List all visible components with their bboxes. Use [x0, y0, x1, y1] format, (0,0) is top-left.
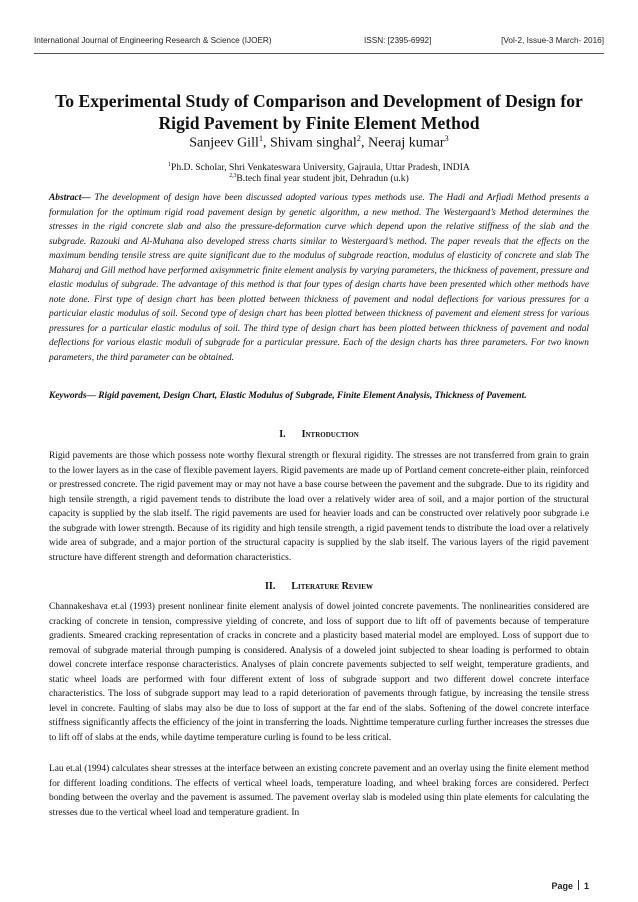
- abstract: [49, 191, 589, 366]
- page-number-footer: [551, 880, 589, 891]
- affiliation-sup: 2,3: [229, 173, 237, 179]
- literature-paragraph: Channakeshava et.al (1993) present nonlinear finite element analysis of dowel jointed concrete pavements. The nonlinearities considered are cracking of concrete in tension, compressive yielding of concrete, and loss of support due to lift off of pavements because of temperature gradients. Smeared cracking representation of cracks in concrete and a plasticity based material model are employed. Loss of support due to removal of subgrade material through pumping is considered. Analysis of a doweled joint subjected to shear loading is performed to obtain dowel concrete interface response characteristics. Analyses of plain concrete pavements subjected to self weight, temperature gradients, and static wheel loads are performed with four different extent of loss of subgrade support and two different dowel concrete interface characteristics. The loss of subgrade support may lead to a rapid deterioration of pavements through fatigue, by increasing the tensile stress level in concrete. Faulting of slabs may also be due to loss of support at the far end of the slabs. Softening of the dowel concrete interface stiffness significantly affects the efficiency of the joint in transferring the loads. Nighttime temperature curling further increases the stresses due to lift off of slabs at the ends, while daytime temperature curling is found to be less critical.: [49, 602, 589, 743]
- section-title: Literature Review: [291, 581, 373, 592]
- literature-paragraph: Lau et.al (1994) calculates shear stresses at the interface between an existing concrete pavement and an overlay using the finite element method for different loading conditions. The effects of vertical wheel loads, temperature loading, and wheel braking forces are considered. Perfect bonding between the overlay and the pavement is assumed. The pavement overlay slab is modeled using thin plate elements for calculating the stresses due to the vertical wheel load and temperature gradient. In: [49, 764, 589, 818]
- section-number: I.: [279, 429, 286, 440]
- running-header: [34, 36, 604, 54]
- paper-title: To Experimental Study of Comparison and Development of Design for Rigid Pavement by Finite Element Method: [55, 91, 583, 133]
- page-label: Page: [551, 881, 573, 891]
- author-list: Sanjeev Gill$^1$, Shivam singhal$^2$, Neeraj kumar$^3$: [189, 134, 449, 151]
- author-name: Neeraj kumar: [367, 135, 445, 151]
- author-name: Sanjeev Gill: [189, 135, 259, 151]
- affiliation-text: Ph.D. Scholar, Shri Venkateswara University, Gajraula, Uttar Pradesh, INDIA: [171, 162, 470, 174]
- header-divider: [34, 53, 604, 54]
- introduction-paragraph: Rigid pavements are those which possess note worthy flexural strength or flexural rigidity. The stresses are not transferred from grain to grain to the lower layers as in the case of flexible pavement layers. Rigid pavements are made up of Portland cement concrete-either plain, reinforced or prestressed concrete. The rigid pavement may or may not have a base course between the pavement and the subgrade. Due to its rigidity and high tensile strength, a rigid pavement tends to distribute the load over a relatively wider area of soil, and a major portion of the structural capacity is supplied by the slab itself. The rigid pavements are used for heavier loads and can be constructed over relatively poor subgrade i.e the subgrade with lower strength. Because of its rigidity and high tensile strength, a rigid pavement tends to distribute the load over a relatively wide area of subgrade, and a major portion of the structural capacity is supplied by the slab itself. The various layers of the rigid pavement structure have different strength and deformation characteristics.: [49, 451, 589, 563]
- author-sup: 3: [444, 134, 449, 143]
- journal-name: International Journal of Engineering Research & Science (IJOER): [34, 36, 272, 45]
- section-title: Introduction: [301, 429, 359, 440]
- affiliation-text: B.tech final year student jbit, Dehradun (u.k): [236, 173, 409, 185]
- section-heading-introduction: [49, 429, 589, 440]
- author-sup: 2: [356, 134, 361, 143]
- volume-issue: [Vol-2, Issue-3 March- 2016]: [501, 36, 604, 45]
- author-sup: 1: [258, 134, 264, 143]
- affiliation: [40, 170, 598, 185]
- affiliation-sup: 1: [168, 162, 172, 168]
- section-number: II.: [265, 581, 276, 592]
- keywords-text: Rigid pavement, Design Chart, Elastic Modulus of Subgrade, Finite Element Analysis, Thickness of Pavement.: [95, 391, 527, 401]
- author-name: Shivam singhal: [270, 135, 357, 151]
- keywords-label: Keywords—: [49, 391, 96, 401]
- section-heading-literature-review: [49, 581, 589, 592]
- abstract-text: The development of design have been discussed adopted various types methods use. The Hadi and Arfiadi Method presents a formulation for the optimum rigid road pavement design by genetic algorithm, a new method. The Westergaard’s Method determines the stresses in the rigid concrete slab and also the pressure-deformation curve which depend upon the relative stiffness of the slab and the subgrade. Razouki and Al-Muhana also developed stress charts similar to Westergaard’s method. The paper reveals that the effects on the maximum bending tensile stress are quite significant due to the modulus of subgrade reaction, modulus of elasticity of concrete and slab The Maharaj and Gill method have performed axisymmetric finite element analysis by varying parameters, the thickness of pavement, pressure and elastic modulus of subgrade. The advantage of this method is that four types of design charts have been presented which other methods have note done. First type of design chart has been plotted between thickness of pavement and nodal deflections for various pressures for a particular elastic modulus of soil. Second type of design chart has been plotted between thickness of pavement and element stress for various pressures for a particular elastic modulus of soil. The third type of design chart has been plotted between thickness of pavement and nodal deflections for various elastic moduli of subgrade for a particular pressure. Each of the design charts has three parameters. For two known parameters, the third parameter can be obtained.: [49, 193, 589, 364]
- abstract-label: Abstract—: [49, 193, 91, 203]
- footer-separator: [578, 880, 579, 890]
- keywords: [49, 389, 589, 404]
- issn: ISSN: [2395-6992]: [364, 36, 432, 45]
- page-number: 1: [583, 881, 589, 891]
